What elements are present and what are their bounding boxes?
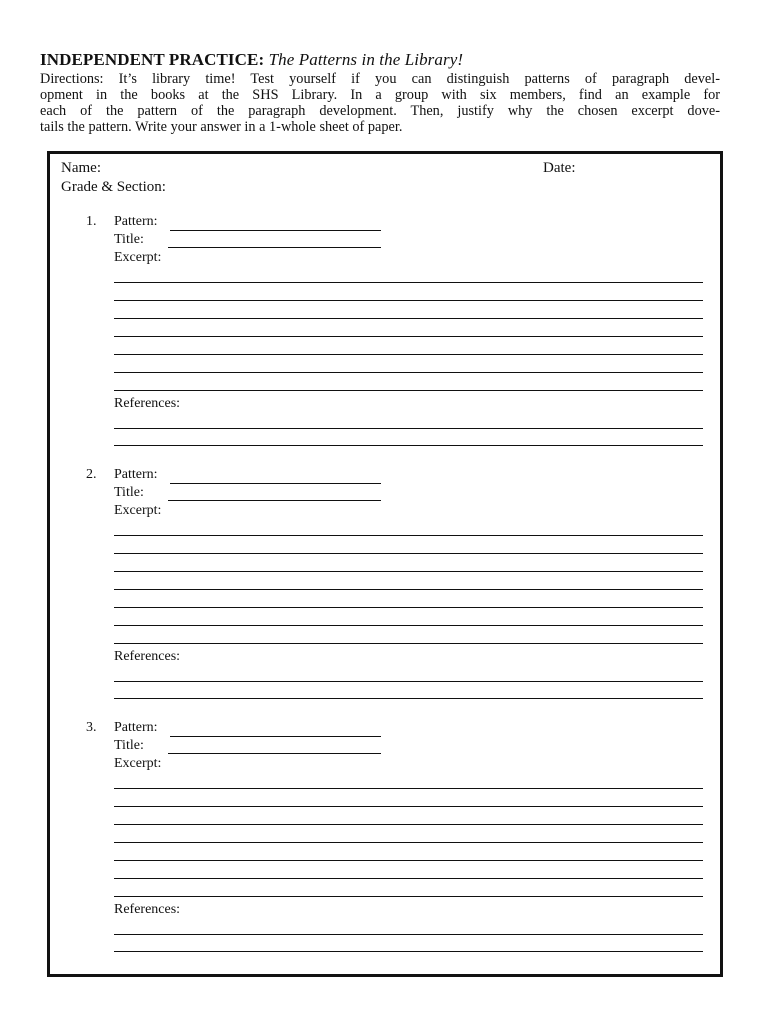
item-number: 3. xyxy=(86,720,97,735)
excerpt-line[interactable] xyxy=(114,625,703,626)
grade-section-label: Grade & Section: xyxy=(61,179,166,195)
excerpt-line[interactable] xyxy=(114,806,703,807)
directions-line: tails the pattern. Write your answer in a 1-whole sheet of paper. xyxy=(40,119,403,135)
pattern-label: Pattern: xyxy=(114,720,158,735)
references-line[interactable] xyxy=(114,934,703,935)
excerpt-line[interactable] xyxy=(114,318,703,319)
excerpt-line[interactable] xyxy=(114,607,703,608)
pattern-field[interactable] xyxy=(170,736,381,737)
title-bold: INDEPENDENT PRACTICE: xyxy=(40,50,265,69)
page-title xyxy=(40,50,463,70)
excerpt-label: Excerpt: xyxy=(114,250,162,265)
pattern-label: Pattern: xyxy=(114,214,158,229)
pattern-label: Pattern: xyxy=(114,467,158,482)
excerpt-line[interactable] xyxy=(114,300,703,301)
excerpt-line[interactable] xyxy=(114,643,703,644)
references-label: References: xyxy=(114,649,181,664)
references-label: References: xyxy=(114,902,181,917)
references-line[interactable] xyxy=(114,951,703,952)
directions-line: Directions: It’s library time! Test yourself if you can distinguish patterns of paragraph devel- xyxy=(40,71,720,87)
title-field[interactable] xyxy=(168,500,381,501)
answer-form-box xyxy=(47,151,723,977)
excerpt-line[interactable] xyxy=(114,571,703,572)
excerpt-line[interactable] xyxy=(114,553,703,554)
excerpt-line[interactable] xyxy=(114,282,703,283)
excerpt-line[interactable] xyxy=(114,878,703,879)
excerpt-line[interactable] xyxy=(114,390,703,391)
title-label: Title: xyxy=(114,738,144,753)
references-line[interactable] xyxy=(114,681,703,682)
references-line[interactable] xyxy=(114,698,703,699)
item-number: 2. xyxy=(86,467,97,482)
pattern-field[interactable] xyxy=(170,483,381,484)
directions-paragraph xyxy=(40,71,720,135)
title-field[interactable] xyxy=(168,753,381,754)
excerpt-line[interactable] xyxy=(114,860,703,861)
directions-line: each of the pattern of the paragraph development. Then, justify why the chosen excerpt dove- xyxy=(40,103,720,119)
directions-line: opment in the books at the SHS Library. In a group with six members, find an example for xyxy=(40,87,720,103)
title-label: Title: xyxy=(114,485,144,500)
excerpt-line[interactable] xyxy=(114,535,703,536)
pattern-field[interactable] xyxy=(170,230,381,231)
excerpt-line[interactable] xyxy=(114,336,703,337)
title-italic: The Patterns in the Library! xyxy=(268,50,464,69)
title-field[interactable] xyxy=(168,247,381,248)
excerpt-line[interactable] xyxy=(114,896,703,897)
excerpt-line[interactable] xyxy=(114,589,703,590)
references-label: References: xyxy=(114,396,181,411)
excerpt-line[interactable] xyxy=(114,372,703,373)
date-label: Date: xyxy=(543,160,576,176)
excerpt-label: Excerpt: xyxy=(114,503,162,518)
name-label: Name: xyxy=(61,160,101,176)
excerpt-line[interactable] xyxy=(114,354,703,355)
item-number: 1. xyxy=(86,214,97,229)
excerpt-line[interactable] xyxy=(114,788,703,789)
references-line[interactable] xyxy=(114,428,703,429)
excerpt-label: Excerpt: xyxy=(114,756,162,771)
excerpt-line[interactable] xyxy=(114,824,703,825)
excerpt-line[interactable] xyxy=(114,842,703,843)
references-line[interactable] xyxy=(114,445,703,446)
title-label: Title: xyxy=(114,232,144,247)
